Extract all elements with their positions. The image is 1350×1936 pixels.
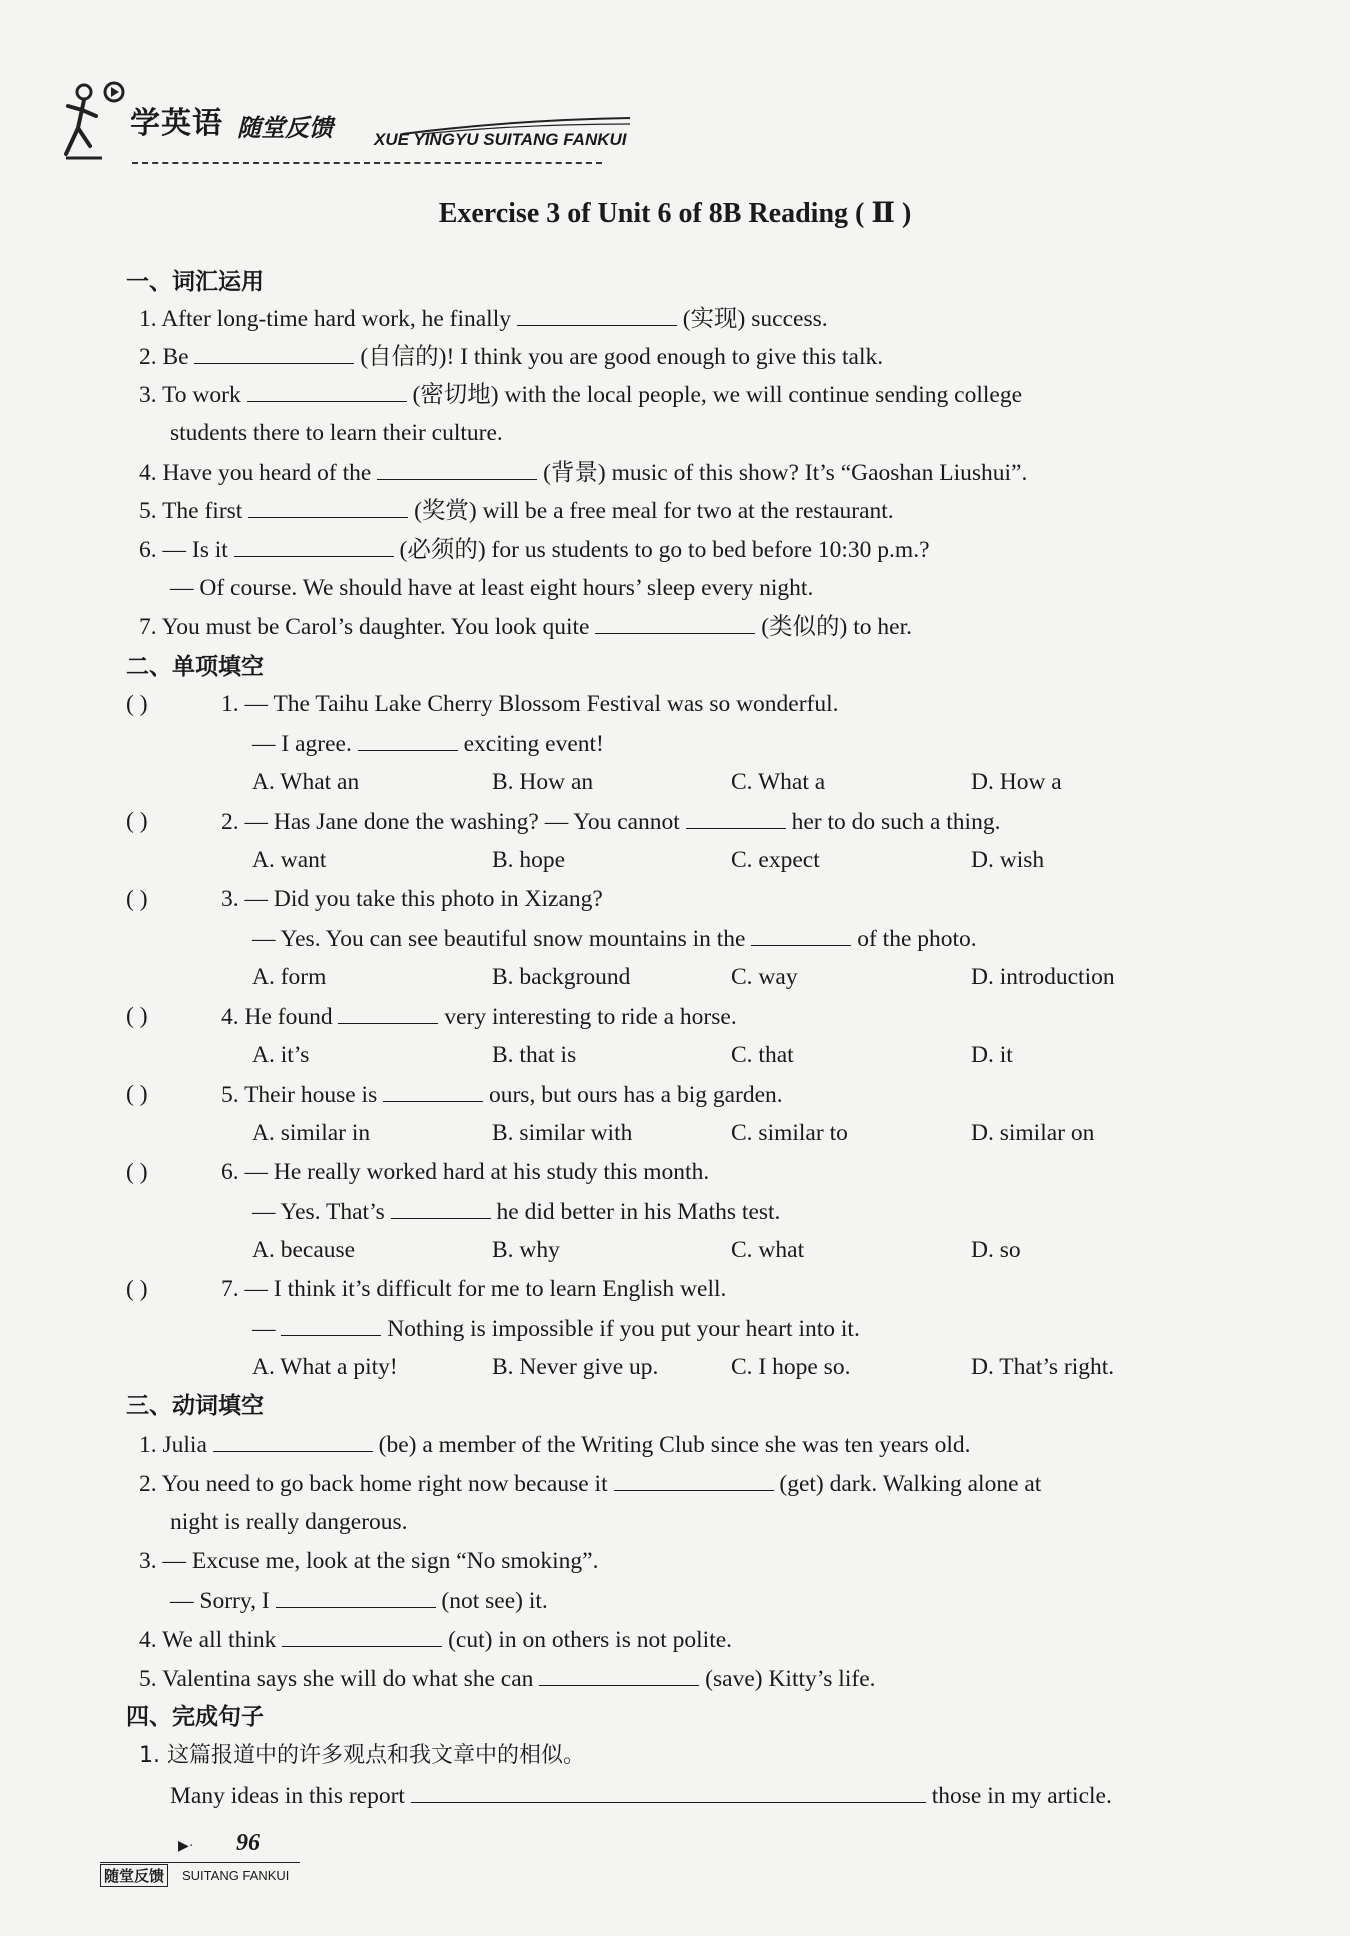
s1-q6: [139, 532, 930, 567]
exercise-title: Exercise 3 of Unit 6 of 8B Reading ( Ⅱ ): [438, 198, 912, 229]
s4-q1: [170, 1778, 1112, 1813]
s1-q5-text-b: (奖赏) will be a free meal for two at the restaurant.: [414, 498, 894, 524]
s2-q7-line2: [252, 1311, 860, 1346]
s2-q3-text-b1: — Yes. You can see beautiful snow mountains in the: [252, 926, 746, 952]
s2-q2-text-a1: 2. — Has Jane done the washing? — You cannot: [221, 809, 680, 835]
s2-q7-paren[interactable]: ( ): [126, 1276, 148, 1302]
s2-q3-stem: 3. — Did you take this photo in Xizang?: [221, 886, 603, 912]
s2-q6-option-a[interactable]: A. because: [252, 1237, 356, 1263]
s2-q1-option-c[interactable]: C. What a: [731, 769, 826, 795]
s3-q3-text-b1: — Sorry, I: [170, 1588, 270, 1614]
s1-q6-text-a: 6. — Is it: [139, 537, 228, 563]
s1-q5-blank[interactable]: [248, 493, 408, 518]
s2-q3-option-b[interactable]: B. background: [492, 964, 631, 990]
s2-q7-option-b[interactable]: B. Never give up.: [492, 1354, 659, 1380]
s2-q1-line2: [252, 726, 604, 761]
s1-q1-blank[interactable]: [517, 301, 677, 326]
s1-q5-text-a: 5. The first: [139, 498, 243, 524]
s2-q7-stem: 7. — I think it’s difficult for me to learn English well.: [221, 1276, 727, 1302]
s2-q7-text-b2: Nothing is impossible if you put your heart into it.: [387, 1316, 860, 1342]
s3-q2: [139, 1466, 1041, 1501]
s2-q2-text-a2: her to do such a thing.: [791, 809, 1001, 835]
s4-q1-text-b: those in my article.: [931, 1783, 1112, 1809]
s2-q4-text-a1: 4. He found: [221, 1004, 333, 1030]
s2-q7-option-a[interactable]: A. What a pity!: [252, 1354, 398, 1380]
s2-q5-text-a1: 5. Their house is: [221, 1082, 378, 1108]
s2-q6-paren[interactable]: ( ): [126, 1159, 148, 1185]
s2-q6-option-c[interactable]: C. what: [731, 1237, 805, 1263]
s3-q4-text-a: 4. We all think: [139, 1627, 277, 1653]
s2-q5-text-a2: ours, but ours has a big garden.: [488, 1082, 783, 1108]
s2-q2-option-c[interactable]: C. expect: [731, 847, 820, 873]
s2-q1-option-b[interactable]: B. How an: [492, 769, 594, 795]
s1-q1-text-b: (实现) success.: [682, 306, 828, 332]
s2-q7-text-b1: —: [252, 1316, 276, 1342]
s2-q5-option-c[interactable]: C. similar to: [731, 1120, 848, 1146]
s2-q1-paren[interactable]: ( ): [126, 691, 148, 717]
s1-q4-blank[interactable]: [377, 455, 537, 480]
s2-q2-option-d[interactable]: D. wish: [971, 847, 1045, 873]
header-dashed-rule: [132, 162, 602, 164]
s2-q4-option-d[interactable]: D. it: [971, 1042, 1013, 1068]
s2-q6-option-b[interactable]: B. why: [492, 1237, 560, 1263]
s3-q2-text-b: (get) dark. Walking alone at: [779, 1471, 1042, 1497]
s2-q1-option-a[interactable]: A. What an: [252, 769, 360, 795]
s3-q5-text-b: (save) Kitty’s life.: [705, 1666, 876, 1692]
s2-q2-paren[interactable]: ( ): [126, 808, 148, 834]
s2-q6-text-b2: he did better in his Maths test.: [496, 1199, 781, 1225]
s3-q3-blank[interactable]: [276, 1583, 436, 1608]
s2-q3-paren[interactable]: ( ): [126, 886, 148, 912]
s1-q3-blank[interactable]: [247, 377, 407, 402]
section4-heading: 四、完成句子: [126, 1704, 264, 1730]
s2-q1-blank[interactable]: [358, 726, 458, 751]
runner-logo-icon: [62, 76, 132, 176]
s1-q7-blank[interactable]: [595, 609, 755, 634]
s3-q3: 3. — Excuse me, look at the sign “No smoking”.: [139, 1548, 599, 1574]
s3-q2-blank[interactable]: [614, 1466, 774, 1491]
s2-q6-blank[interactable]: [391, 1194, 491, 1219]
s2-q6-option-d[interactable]: D. so: [971, 1237, 1021, 1263]
s3-q4: [139, 1622, 732, 1657]
s2-q4-text-a2: very interesting to ride a horse.: [444, 1004, 737, 1030]
s2-q5-stem: [221, 1077, 783, 1112]
s1-q4: [139, 455, 1027, 490]
section3-heading: 三、动词填空: [126, 1393, 264, 1419]
s2-q3-option-d[interactable]: D. introduction: [971, 964, 1115, 990]
s1-q2-blank[interactable]: [194, 339, 354, 364]
s2-q4-stem: [221, 999, 737, 1034]
s2-q1-text-b2: exciting event!: [463, 731, 604, 757]
s2-q6-text-b1: — Yes. That’s: [252, 1199, 385, 1225]
s3-q5: [139, 1661, 876, 1696]
s1-q3-text-a: 3. To work: [139, 382, 241, 408]
s1-q6-text-b: (必须的) for us students to go to bed before 10:30 p.m.?: [399, 537, 930, 563]
s2-q6-line2: [252, 1194, 780, 1229]
s4-q1-text-a: Many ideas in this report: [170, 1783, 405, 1809]
s1-q3-cont: students there to learn their culture.: [170, 420, 503, 446]
s2-q6-stem: 6. — He really worked hard at his study this month.: [221, 1159, 710, 1185]
s2-q2-option-a[interactable]: A. want: [252, 847, 327, 873]
s2-q2-option-b[interactable]: B. hope: [492, 847, 566, 873]
s1-q2-text-b: (自信的)! I think you are good enough to give this talk.: [360, 344, 884, 370]
s4-q1-chinese: 1. 这篇报道中的许多观点和我文章中的相似。: [139, 1743, 585, 1768]
s2-q5-option-b[interactable]: B. similar with: [492, 1120, 633, 1146]
s2-q4-paren[interactable]: ( ): [126, 1003, 148, 1029]
header-title-cn2: 随堂反馈: [237, 114, 333, 142]
s1-q7-text-b: (类似的) to her.: [761, 614, 912, 640]
s2-q5-option-a[interactable]: A. similar in: [252, 1120, 371, 1146]
footer-label-en: SUITANG FANKUI: [182, 1868, 290, 1883]
s4-q1-blank[interactable]: [411, 1778, 926, 1803]
s3-q3-reply: [170, 1583, 548, 1618]
s2-q4-option-c[interactable]: C. that: [731, 1042, 794, 1068]
s1-q2: [139, 339, 883, 374]
s1-q1-text-a: 1. After long-time hard work, he finally: [139, 306, 511, 332]
s3-q3-text-b2: (not see) it.: [441, 1588, 548, 1614]
s1-q2-text-a: 2. Be: [139, 344, 189, 370]
s1-q3-text-b: (密切地) with the local people, we will continue sending college: [412, 382, 1022, 408]
header-banner: [62, 76, 662, 176]
s2-q2-blank[interactable]: [686, 804, 786, 829]
section2-heading: 二、单项填空: [126, 654, 264, 680]
header-title-en: XUE YINGYU SUITANG FANKUI: [374, 130, 627, 149]
s2-q3-option-a[interactable]: A. form: [252, 964, 327, 990]
s1-q6-blank[interactable]: [234, 532, 394, 557]
s2-q3-text-b2: of the photo.: [857, 926, 977, 952]
s2-q2-stem: [221, 804, 1000, 839]
s1-q6-reply: — Of course. We should have at least eight hours’ sleep every night.: [170, 575, 814, 601]
s2-q7-option-d[interactable]: D. That’s right.: [971, 1354, 1115, 1380]
s2-q5-paren[interactable]: ( ): [126, 1081, 148, 1107]
s2-q5-option-d[interactable]: D. similar on: [971, 1120, 1095, 1146]
s1-q7-text-a: 7. You must be Carol’s daughter. You look quite: [139, 614, 590, 640]
s2-q3-option-c[interactable]: C. way: [731, 964, 798, 990]
s3-q1-text-b: (be) a member of the Writing Club since she was ten years old.: [378, 1432, 971, 1458]
s2-q4-option-a[interactable]: A. it’s: [252, 1042, 310, 1068]
s1-q1: [139, 301, 828, 336]
s2-q3-blank[interactable]: [751, 921, 851, 946]
s2-q1-stem: 1. — The Taihu Lake Cherry Blossom Festival was so wonderful.: [221, 691, 839, 717]
page-number: 96: [236, 1830, 260, 1856]
footer-label-cn: 随堂反馈: [100, 1864, 168, 1887]
s3-q4-blank[interactable]: [282, 1622, 442, 1647]
s3-q4-text-b: (cut) in on others is not polite.: [448, 1627, 733, 1653]
s1-q4-text-b: (背景) music of this show? It’s “Gaoshan Liushui”.: [543, 460, 1028, 486]
s3-q1-text-a: 1. Julia: [139, 1432, 207, 1458]
section1-heading: 一、词汇运用: [126, 269, 264, 295]
s2-q4-option-b[interactable]: B. that is: [492, 1042, 577, 1068]
s2-q4-blank[interactable]: [338, 999, 438, 1024]
s2-q1-text-b1: — I agree.: [252, 731, 352, 757]
s3-q5-text-a: 5. Valentina says she will do what she can: [139, 1666, 534, 1692]
s1-q4-text-a: 4. Have you heard of the: [139, 460, 372, 486]
s2-q7-blank[interactable]: [281, 1311, 381, 1336]
s3-q1: [139, 1427, 970, 1462]
header-title-cn: 学英语: [130, 106, 223, 141]
s2-q7-option-c[interactable]: C. I hope so.: [731, 1354, 851, 1380]
s1-q3: [139, 377, 1022, 412]
s3-q2-text-a: 2. You need to go back home right now because it: [139, 1471, 608, 1497]
s2-q5-blank[interactable]: [383, 1077, 483, 1102]
s3-q1-blank[interactable]: [213, 1427, 373, 1452]
s3-q2-cont: night is really dangerous.: [170, 1509, 408, 1535]
s1-q5: [139, 493, 894, 528]
s2-q1-option-d[interactable]: D. How a: [971, 769, 1062, 795]
footer-arrow-icon: ▶·: [178, 1839, 194, 1854]
s3-q5-blank[interactable]: [539, 1661, 699, 1686]
s2-q3-line2: [252, 921, 977, 956]
s1-q7: [139, 609, 912, 644]
